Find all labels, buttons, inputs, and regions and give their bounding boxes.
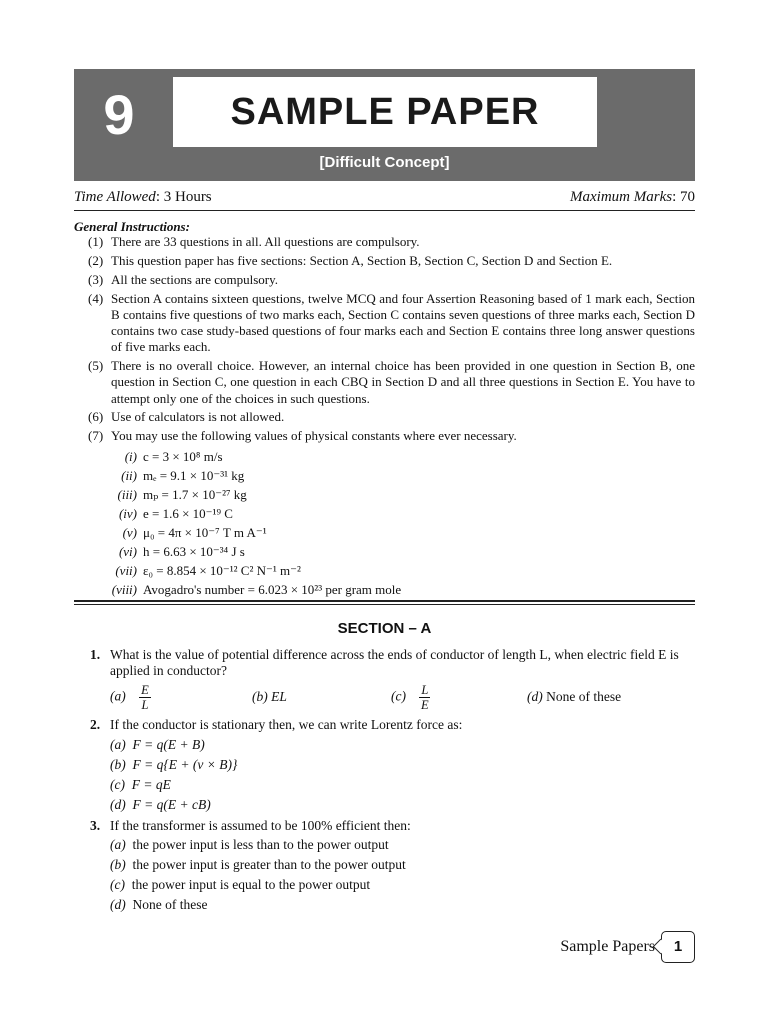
- constant-value: c = 3 × 10⁸ m/s: [143, 449, 223, 465]
- marks-label: Maximum Marks: [570, 189, 673, 205]
- option-d: [110, 795, 211, 815]
- instruction-item: [74, 234, 695, 250]
- question-number: 3.: [90, 818, 101, 833]
- question-number: 1.: [90, 647, 101, 662]
- constant-item: [74, 580, 695, 599]
- question-2: [90, 717, 695, 733]
- question-number: 2.: [90, 717, 101, 732]
- option-d: [527, 687, 621, 707]
- option-text: the power input is equal to the power output: [131, 877, 371, 892]
- instruction-number: (7): [88, 428, 104, 444]
- constant-number: (v): [122, 525, 137, 541]
- constant-value: h = 6.63 × 10⁻³⁴ J s: [143, 544, 245, 560]
- instruction-number: (1): [88, 234, 104, 249]
- paper-number: 9: [103, 83, 135, 146]
- constant-value: Avogadro's number = 6.023 × 10²³ per gram mole: [143, 582, 402, 598]
- constant-value: e = 1.6 × 10⁻¹⁹ C: [143, 506, 233, 522]
- page-footer: [560, 930, 695, 964]
- constant-item: [74, 542, 695, 561]
- option-b: [110, 755, 237, 775]
- question-3: [90, 818, 695, 834]
- option-a: [110, 735, 205, 755]
- option-d: [110, 895, 207, 915]
- constant-item: [74, 447, 695, 466]
- option-label: (a): [110, 837, 126, 852]
- paper-header: [74, 69, 695, 181]
- question-text: If the conductor is stationary then, we can write Lorentz force as:: [110, 717, 463, 732]
- denominator: E: [421, 698, 429, 712]
- option-text: the power input is less than to the power output: [132, 837, 389, 852]
- option-text: F = q(E + B): [132, 737, 205, 752]
- option-label: (d): [527, 689, 543, 704]
- instruction-text: There is no overall choice. However, an internal choice has been provided in one question in Section B, one question in Section C, one question in each CBQ in Section D and all three questions in Section E. You have to attempt only one of the choices in such questions.: [111, 358, 695, 406]
- instruction-text: You may use the following values of physical constants where ever necessary.: [111, 428, 517, 444]
- footer-label: Sample Papers: [560, 938, 655, 955]
- section-divider-bottom: [74, 604, 695, 605]
- option-a: [110, 835, 389, 855]
- instruction-item: [74, 409, 695, 425]
- constant-item: [74, 485, 695, 504]
- title-box: [173, 77, 597, 147]
- option-label: (a): [110, 737, 126, 752]
- maximum-marks: [570, 189, 695, 206]
- option-label: (b): [110, 857, 126, 872]
- instruction-item: [74, 358, 695, 407]
- paper-meta: [74, 189, 695, 209]
- constant-number: (vii): [115, 563, 137, 579]
- instruction-item: [74, 428, 695, 444]
- option-b: [252, 687, 287, 707]
- constant-number: (ii): [121, 468, 137, 484]
- constant-value: μ₀ = 4π × 10⁻⁷ T m A⁻¹: [143, 525, 267, 541]
- paper-title: SAMPLE PAPER: [230, 91, 540, 133]
- constant-item: [74, 561, 695, 580]
- option-text: F = q{E + (v × B)}: [132, 757, 238, 772]
- option-text: F = q(E + cB): [132, 797, 211, 812]
- paper-subtitle: [Difficult Concept]: [319, 154, 450, 171]
- option-c: [110, 875, 370, 895]
- constant-number: (vi): [118, 544, 137, 560]
- option-label: (a): [110, 688, 126, 704]
- question-text: If the transformer is assumed to be 100% efficient then:: [110, 818, 411, 833]
- option-label: (c): [110, 777, 125, 792]
- option-label: (b): [110, 757, 126, 772]
- time-value: : 3 Hours: [155, 189, 212, 205]
- option-label: (d): [110, 897, 126, 912]
- instruction-item: [74, 291, 695, 356]
- option-b: [110, 855, 406, 875]
- constant-number: (viii): [111, 582, 137, 598]
- marks-value: : 70: [672, 189, 695, 205]
- option-text: F = qE: [131, 777, 171, 792]
- instruction-number: (5): [88, 358, 104, 374]
- constant-value: mₚ = 1.7 × 10⁻²⁷ kg: [143, 487, 247, 503]
- constant-value: ε₀ = 8.854 × 10⁻¹² C² N⁻¹ m⁻²: [143, 563, 301, 579]
- instruction-text: This question paper has five sections: Section A, Section B, Section C, Section D and Section E.: [111, 252, 613, 268]
- constant-value: mₑ = 9.1 × 10⁻³¹ kg: [143, 468, 245, 484]
- instruction-number: (6): [88, 409, 104, 425]
- instruction-text: Section A contains sixteen questions, twelve MCQ and four Assertion Reasoning based of 1 mark each, Section B contains five questions of two marks each, Section C contains seven questions of three marks each, Section D contains two case study-based questions of four marks each and Section E contains three long answer questions of five marks each.: [111, 290, 695, 355]
- option-label: (b): [252, 689, 268, 704]
- constants-list: [74, 447, 695, 599]
- instruction-text: There are 33 questions in all. All questions are compulsory.: [111, 234, 420, 249]
- option-text: the power input is greater than to the power output: [132, 857, 406, 872]
- fraction: [139, 683, 151, 712]
- denominator: L: [141, 698, 149, 712]
- constant-number: (i): [124, 449, 137, 465]
- instruction-text: Use of calculators is not allowed.: [111, 409, 285, 425]
- time-label: Time Allowed: [74, 189, 156, 205]
- question-1: [90, 647, 695, 679]
- meta-divider: [74, 210, 695, 211]
- instruction-number: (4): [88, 290, 104, 306]
- instruction-item: [74, 272, 695, 288]
- instruction-number: (3): [88, 271, 104, 287]
- instructions-title: General Instructions:: [74, 219, 190, 234]
- question-text: What is the value of potential difference across the ends of conductor of length L, when electric field E is applied in conductor?: [110, 647, 679, 678]
- constant-item: [74, 523, 695, 542]
- option-text: None of these: [132, 897, 208, 912]
- constant-number: (iii): [117, 487, 137, 503]
- option-c: [110, 775, 171, 795]
- page-number: 1: [661, 931, 695, 963]
- constant-item: [74, 504, 695, 523]
- section-divider-top: [74, 600, 695, 602]
- option-a: [110, 683, 151, 712]
- instructions-list: [74, 234, 695, 599]
- option-label: (c): [391, 688, 406, 704]
- option-label: (d): [110, 797, 126, 812]
- constant-number: (iv): [118, 506, 137, 522]
- instruction-number: (2): [88, 252, 104, 268]
- numerator: E: [141, 683, 149, 697]
- numerator: L: [421, 683, 429, 697]
- option-text: EL: [271, 689, 287, 704]
- option-label: (c): [110, 877, 125, 892]
- instruction-text: All the sections are compulsory.: [111, 271, 279, 287]
- constant-item: [74, 466, 695, 485]
- section-title: SECTION – A: [337, 620, 432, 637]
- option-c: [391, 683, 430, 712]
- time-allowed: [74, 189, 212, 206]
- instruction-item: [74, 253, 695, 269]
- fraction: [419, 683, 430, 712]
- option-text: None of these: [546, 689, 622, 704]
